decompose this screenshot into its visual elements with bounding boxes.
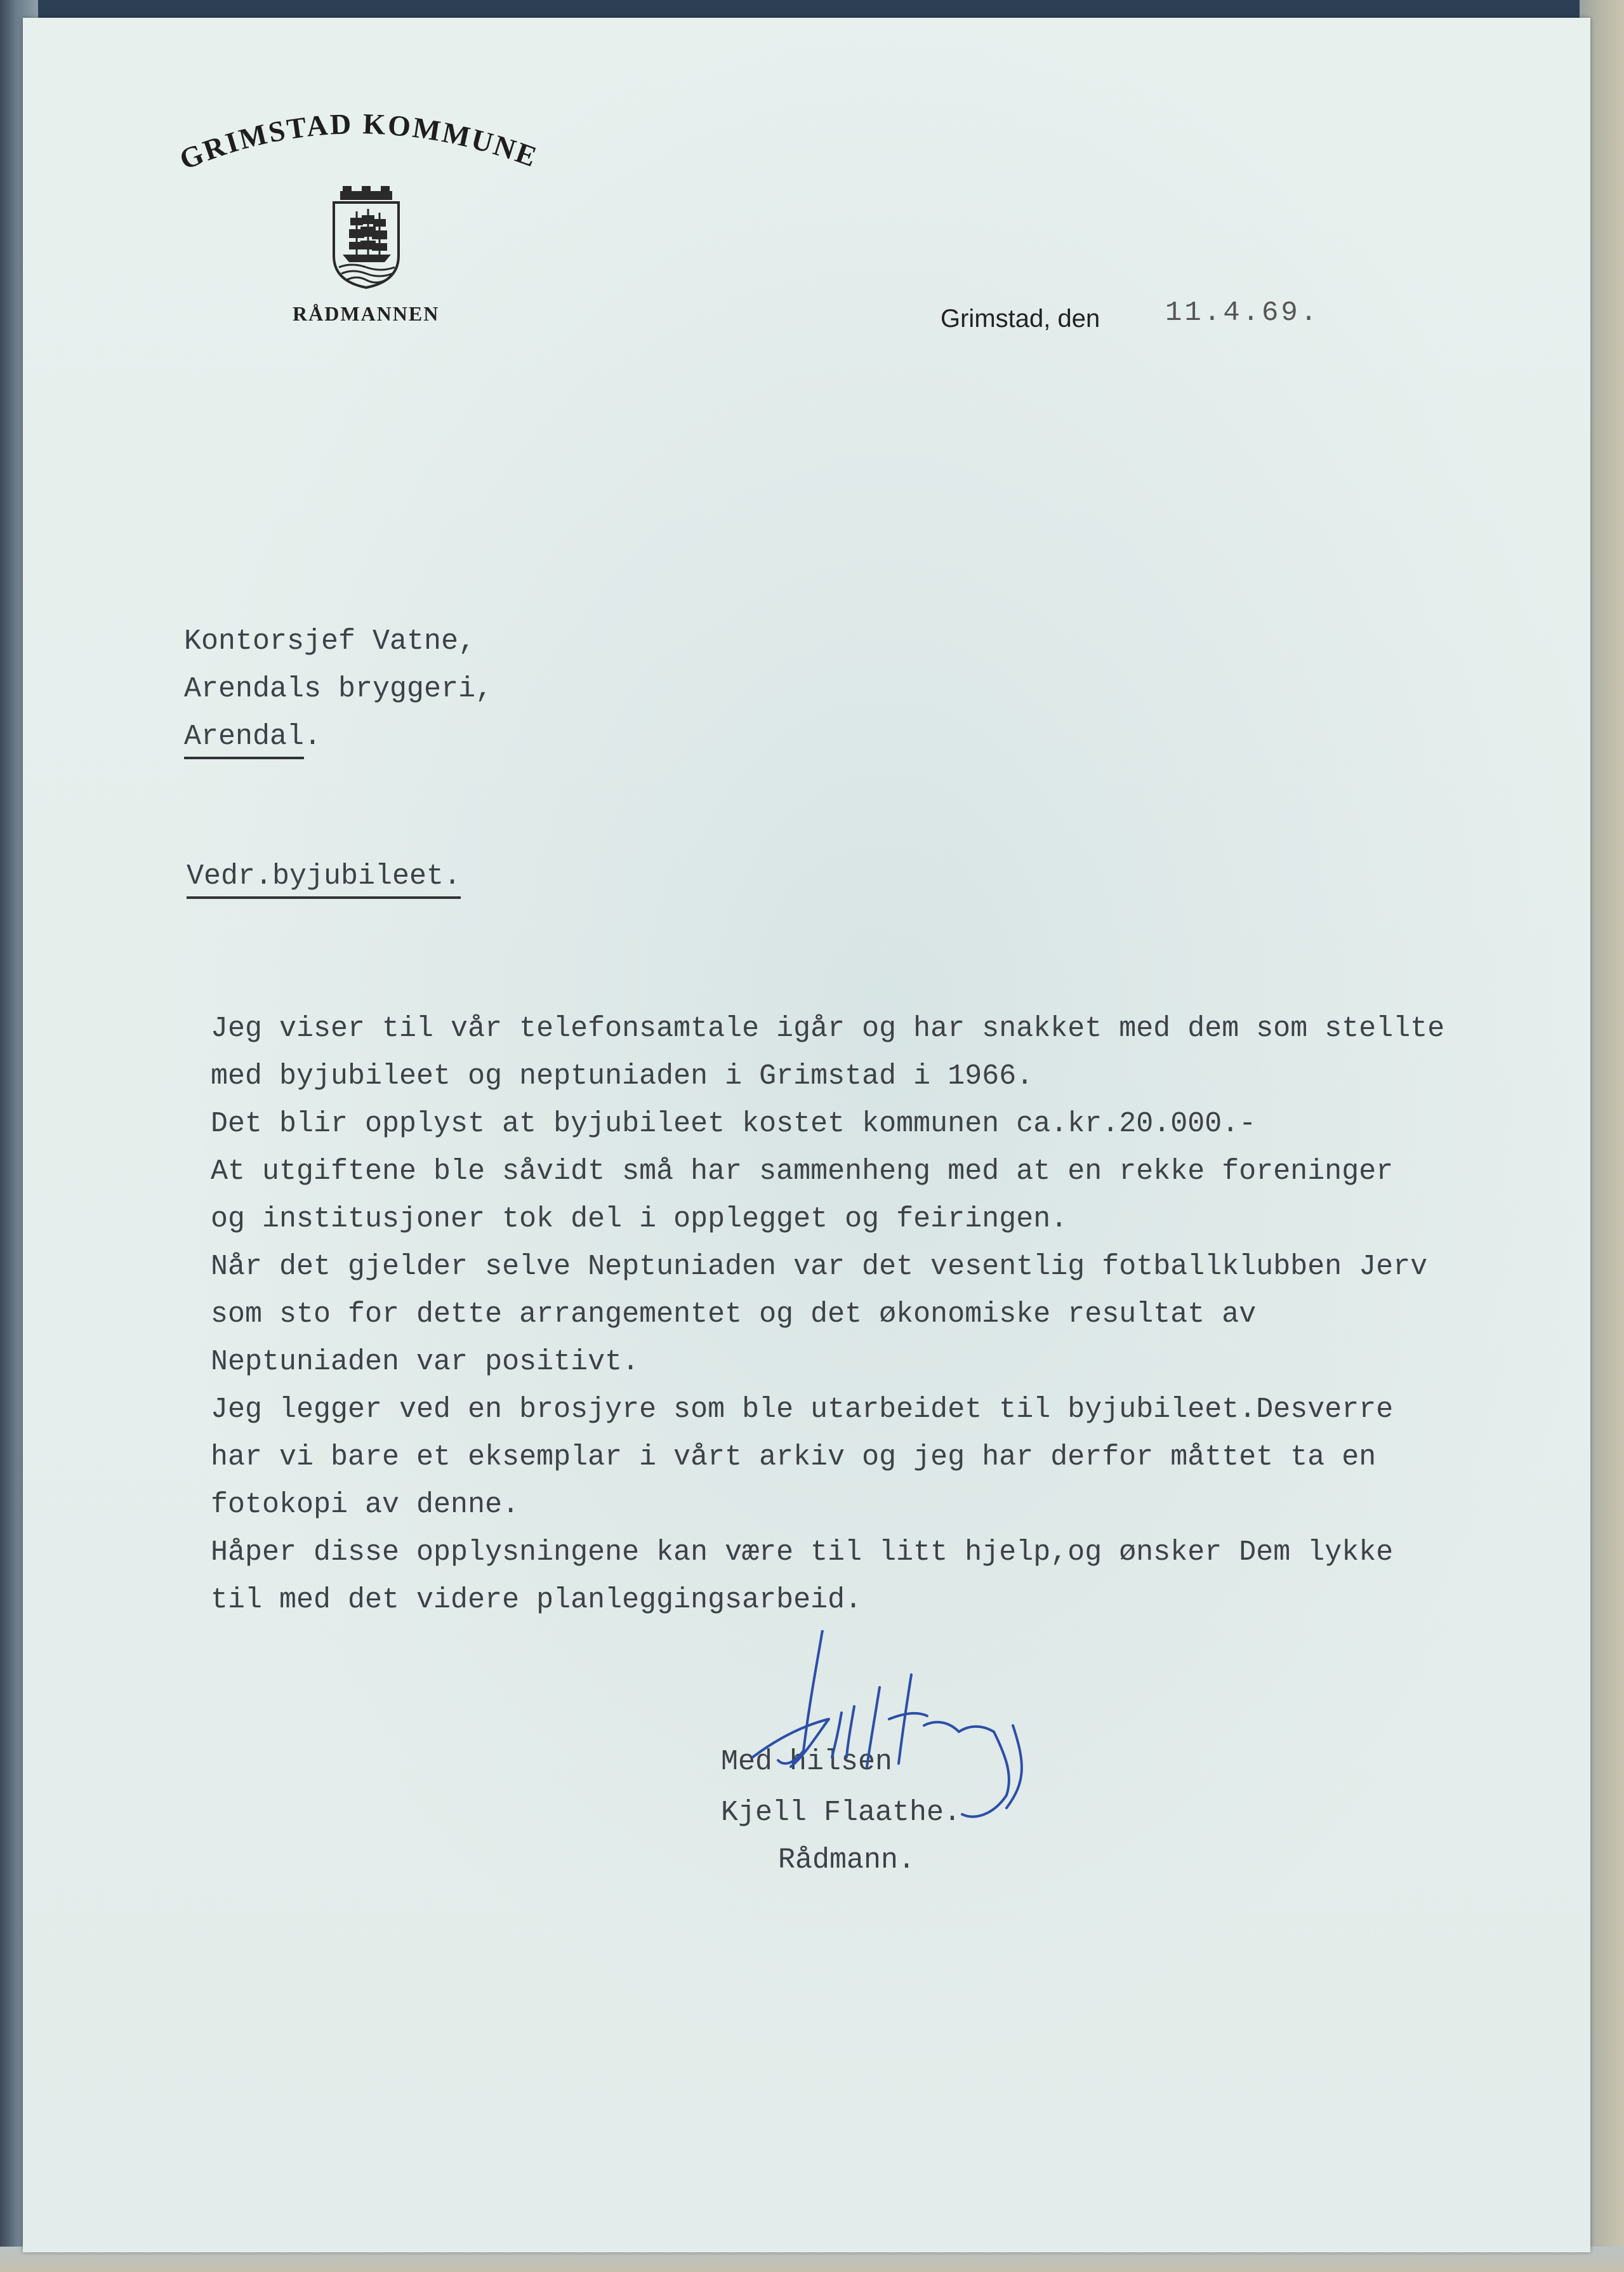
municipality-name: GRIMSTAD KOMMUNE [175,107,543,176]
recipient-line-3 [184,722,321,751]
date-label: Grimstad, den [941,305,1100,333]
letter-page [23,18,1590,2252]
recipient-city: Arendal [184,721,304,759]
closing-greeting: Med hilsen [721,1746,893,1778]
body-line: til med det videre planleggingsarbeid. [211,1584,862,1616]
recipient-line-1: Kontorsjef Vatne, [184,625,476,658]
body-line: Jeg legger ved en brosjyre som ble utarbeidet til byjubileet.Desverre [211,1393,1394,1426]
body-line: fotokopi av denne. [211,1489,520,1521]
handwritten-signature [708,1630,1076,1821]
body-line: har vi bare et eksemplar i vårt arkiv og jeg har derfor måttet ta en [211,1441,1376,1473]
ship-coat-of-arms-icon [334,186,399,288]
signatory-title: Rådmann. [778,1844,916,1877]
body-line: Når det gjelder selve Neptuniaden var det vesentlig fotballklubben Jerv [211,1251,1428,1283]
subject-line [187,862,461,891]
subject-text: Vedr.byjubileet. [187,860,461,899]
recipient-line-2: Arendals bryggeri, [184,673,493,705]
department-name: RÅDMANNEN [293,302,440,325]
body-line: Neptuniaden var positivt. [211,1346,640,1378]
body-line: Håper disse opplysningene kan være til litt hjelp,og ønsker Dem lykke [211,1536,1394,1569]
body-line: At utgiftene ble såvidt små har sammenheng med at en rekke foreninger [211,1155,1394,1188]
recipient-city-suffix: . [304,721,322,753]
body-line: Jeg viser til vår telefonsamtale igår og har snakket med dem som stellte [211,1013,1445,1045]
date-value: 11.4.69. [1165,297,1320,329]
signatory-name: Kjell Flaathe. [721,1797,961,1829]
body-line: og institusjoner tok del i opplegget og feiringen. [211,1203,1068,1235]
body-line: som sto for dette arrangementet og det økonomiske resultat av [211,1298,1257,1331]
body-line: Det blir opplyst at byjubileet kostet kommunen ca.kr.20.000.- [211,1108,1257,1140]
body-line: med byjubileet og neptuniaden i Grimstad i 1966. [211,1060,1034,1093]
